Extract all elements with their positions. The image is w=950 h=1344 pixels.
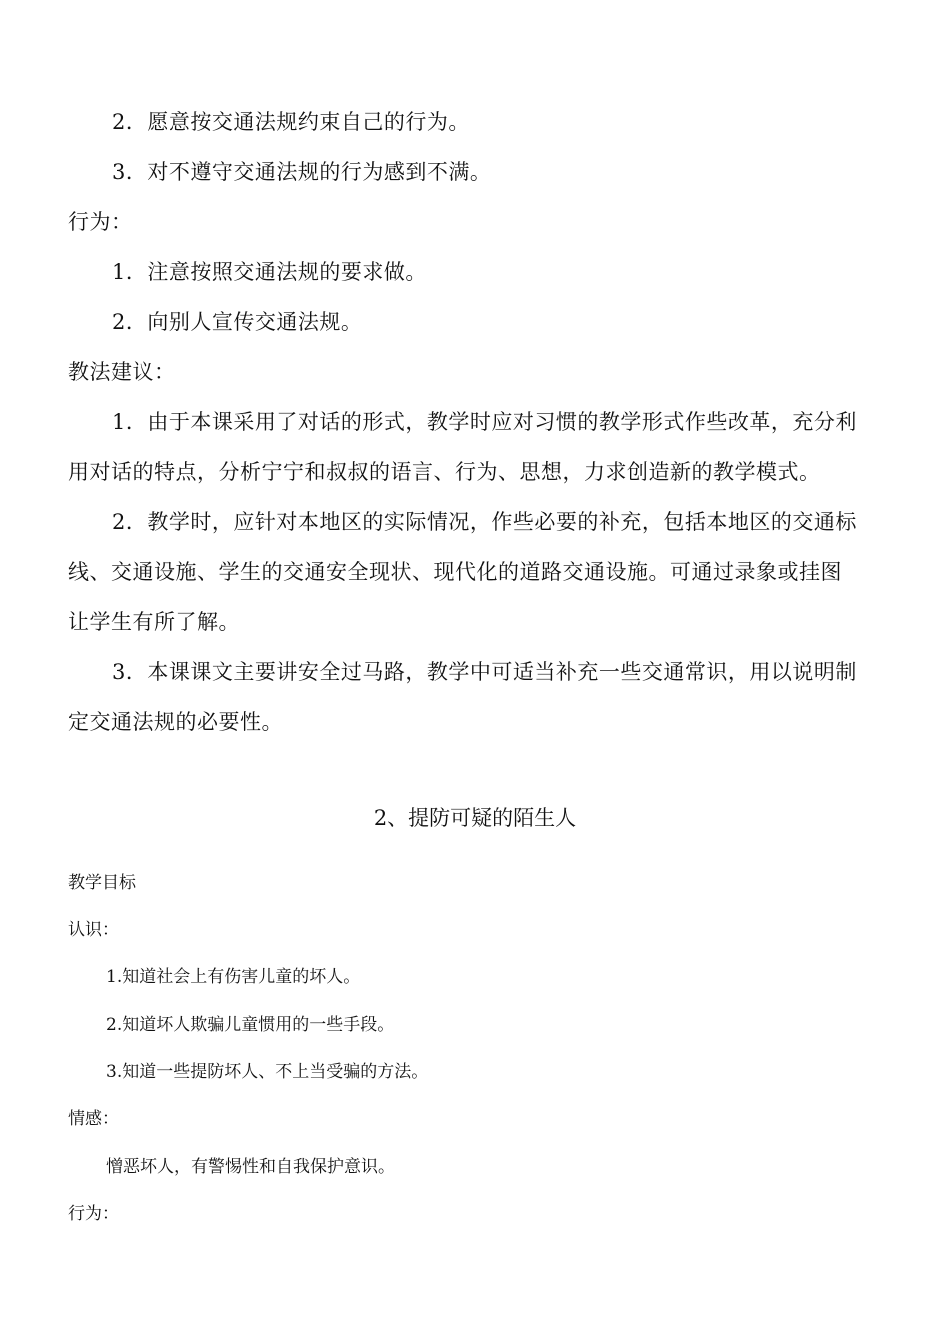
attitude-item-2: 2．愿意按交通法规约束自己的行为。 — [112, 110, 470, 134]
lesson-title: 2、提防可疑的陌生人 — [373, 806, 577, 830]
behavior-heading-2: 行为： — [68, 1204, 119, 1224]
method-line: 用对话的特点，分析宁宁和叔叔的语言、行为、思想，力求创造新的教学模式。 — [68, 460, 821, 484]
method-line: 让学生有所了解。 — [68, 610, 240, 634]
cognition-item-1: 1.知道社会上有伤害儿童的坏人。 — [106, 967, 361, 987]
emotion-text: 憎恶坏人，有警惕性和自我保护意识。 — [106, 1157, 395, 1177]
method-line: 1．由于本课采用了对话的形式，教学时应对习惯的教学形式作些改革，充分利 — [112, 410, 857, 434]
method-line: 2．教学时，应针对本地区的实际情况，作些必要的补充，包括本地区的交通标 — [112, 510, 857, 534]
method-heading: 教法建议： — [68, 360, 176, 384]
behavior-item-1: 1．注意按照交通法规的要求做。 — [112, 260, 427, 284]
behavior-heading: 行为： — [68, 210, 133, 234]
cognition-item-2: 2.知道坏人欺骗儿童惯用的一些手段。 — [106, 1015, 395, 1035]
emotion-heading: 情感： — [68, 1109, 119, 1129]
method-line: 定交通法规的必要性。 — [68, 710, 283, 734]
method-line: 线、交通设施、学生的交通安全现状、现代化的道路交通设施。可通过录象或挂图 — [68, 560, 842, 584]
attitude-item-3: 3．对不遵守交通法规的行为感到不满。 — [112, 160, 492, 184]
cognition-heading: 认识： — [68, 920, 119, 940]
cognition-item-3: 3.知道一些提防坏人、不上当受骗的方法。 — [106, 1062, 429, 1082]
goal-heading: 教学目标 — [68, 873, 136, 893]
behavior-item-2: 2．向别人宣传交通法规。 — [112, 310, 363, 334]
method-line: 3．本课课文主要讲安全过马路，教学中可适当补充一些交通常识，用以说明制 — [112, 660, 857, 684]
